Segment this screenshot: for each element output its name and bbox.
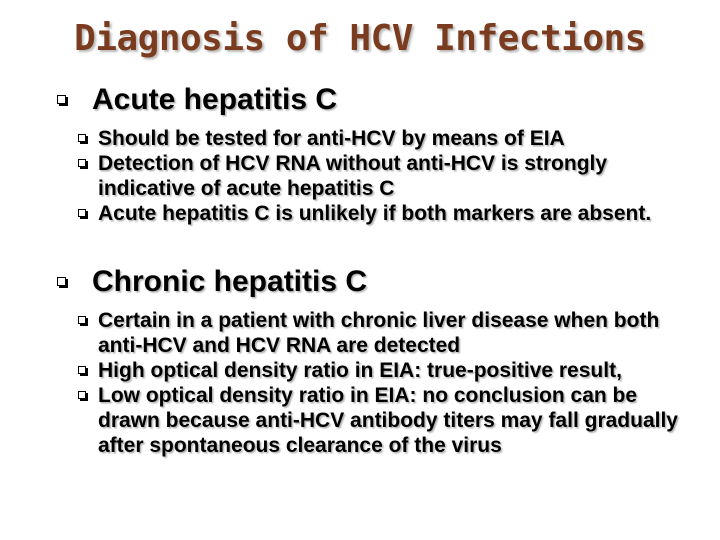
list-item [0,151,720,201]
bullet-list [0,308,720,458]
section-heading [0,82,720,118]
checkbox-square-icon [78,366,86,374]
list-item [0,383,720,458]
bullet-list [0,126,720,226]
list-item-text: Certain in a patient with chronic liver disease when both anti-HCV and HCV RNA are detected [98,309,660,357]
section-heading-text: Acute hepatitis C [92,83,338,116]
checkbox-square-icon [78,159,86,167]
section-acute-hepatitis [0,82,720,226]
checkbox-square-icon [78,391,86,399]
list-item-text: Acute hepatitis C is unlikely if both markers are absent. [98,202,652,225]
list-item [0,201,720,226]
list-item [0,308,720,358]
list-item [0,358,720,383]
checkbox-square-icon [57,277,66,286]
slide-title: Diagnosis of HCV Infections [74,18,646,59]
list-item-text: Detection of HCV RNA without anti-HCV is strongly indicative of acute hepatitis C [98,152,608,200]
checkbox-square-icon [78,316,86,324]
list-item-text: Low optical density ratio in EIA: no conclusion can be drawn because anti-HCV antibody titers may fall gradually after spontaneous clearance of the virus [98,384,678,457]
list-item [0,126,720,151]
checkbox-square-icon [78,134,86,142]
list-item-text: Should be tested for anti-HCV by means of EIA [98,127,565,150]
list-item-text: High optical density ratio in EIA: true-positive result, [98,359,622,382]
section-heading-text: Chronic hepatitis C [92,265,368,298]
section-heading [0,264,720,300]
section-chronic-hepatitis [0,264,720,458]
checkbox-square-icon [78,209,86,217]
checkbox-square-icon [57,95,66,104]
